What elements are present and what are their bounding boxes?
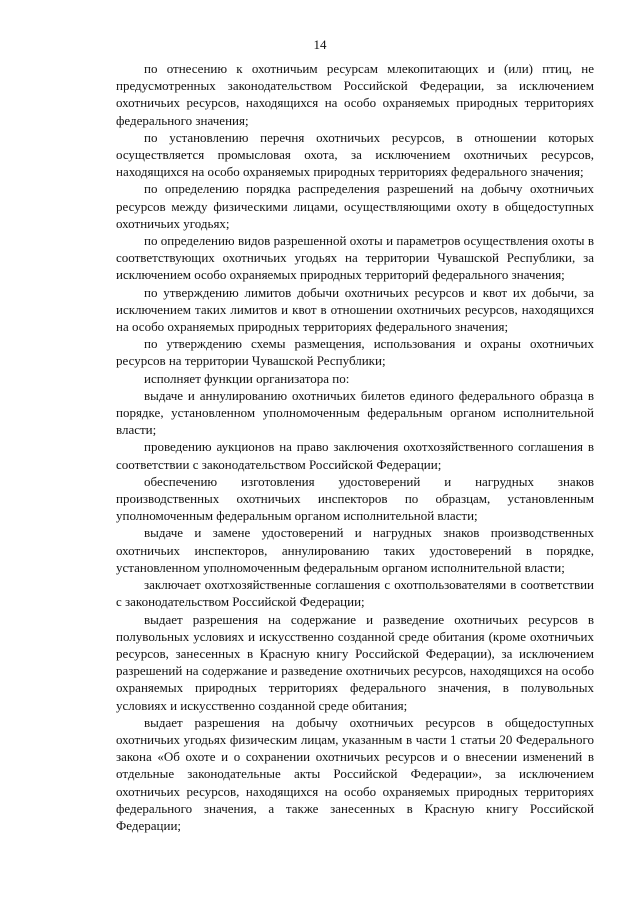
paragraph: по определению порядка распределения разрешений на добычу охотничьих ресурсов между физическими лицами, осуществляющими охоту в общедоступных охотничьих угодьях; bbox=[116, 181, 594, 231]
paragraph: по определению видов разрешенной охоты и параметров осуществления охоты в соответствующих охотничьих угодьях на территории Чувашской Республики, за исключением особо охраняемых природных территорий федерального значения; bbox=[116, 233, 594, 283]
paragraph: выдает разрешения на содержание и разведение охотничьих ресурсов в полувольных условиях и искусственно созданной среде обитания (кроме охотничьих ресурсов, занесенных в Красную книгу Российской Федерации), за исключением разрешений на содержание и разведение охотничьих ресурсов, находящихся на особо охраняемых природных территориях федерального значения, в полувольных условиях и искусственно созданной среде обитания; bbox=[116, 611, 594, 713]
paragraph: заключает охотхозяйственные соглашения с охотпользователями в соответствии с законодательством Российской Федерации; bbox=[116, 577, 594, 610]
paragraph: выдаче и аннулированию охотничьих билетов единого федерального образца в порядке, установленном уполномоченным федеральным органом исполнительной власти; bbox=[116, 387, 594, 438]
paragraph: по утверждению схемы размещения, использования и охраны охотничьих ресурсов на территории Чувашской Республики; bbox=[116, 336, 594, 369]
paragraph: обеспечению изготовления удостоверений и нагрудных знаков производственных охотничьих инспекторов по образцам, установленным уполномоченным федеральным органом исполнительной власти; bbox=[116, 473, 594, 524]
paragraph: выдаче и замене удостоверений и нагрудных знаков производственных охотничьих инспекторов, аннулированию таких удостоверений в порядке, установленном уполномоченным федеральным органом исполнительной власти; bbox=[116, 525, 594, 575]
paragraph: по установлению перечня охотничьих ресурсов, в отношении которых осуществляется промысловая охота, за исключением охотничьих ресурсов, находящихся на особо охраняемых природных территориях федерального значения; bbox=[116, 129, 594, 180]
page-number: 14 bbox=[313, 37, 327, 52]
paragraph: исполняет функции организатора по: bbox=[144, 370, 350, 386]
paragraph: по отнесению к охотничьим ресурсам млекопитающих и (или) птиц, не предусмотренных законодательством Российской Федерации, за исключением охотничьих ресурсов, находящихся на особо охраняемых природных территориях федерального значения; bbox=[116, 61, 594, 128]
paragraph: по утверждению лимитов добычи охотничьих ресурсов и квот их добычи, за исключением таких лимитов и квот в отношении охотничьих ресурсов, находящихся на особо охраняемых природных территориях федерального значения; bbox=[116, 284, 594, 335]
paragraph: выдает разрешения на добычу охотничьих ресурсов в общедоступных охотничьих угодьях физическим лицам, указанным в части 1 статьи 20 Федерального закона «Об охоте и о сохранении охотничьих ресурсов и о внесении изменений в отдельные законодательные акты Российской Федерации», за исключением охотничьих ресурсов, находящихся на особо охраняемых природных территориях федерального значения, а также занесенных в Красную книгу Российской Федерации; bbox=[116, 714, 594, 833]
paragraph: проведению аукционов на право заключения охотхозяйственного соглашения в соответствии с законодательством Российской Федерации; bbox=[116, 439, 594, 472]
document-body bbox=[116, 60, 594, 834]
